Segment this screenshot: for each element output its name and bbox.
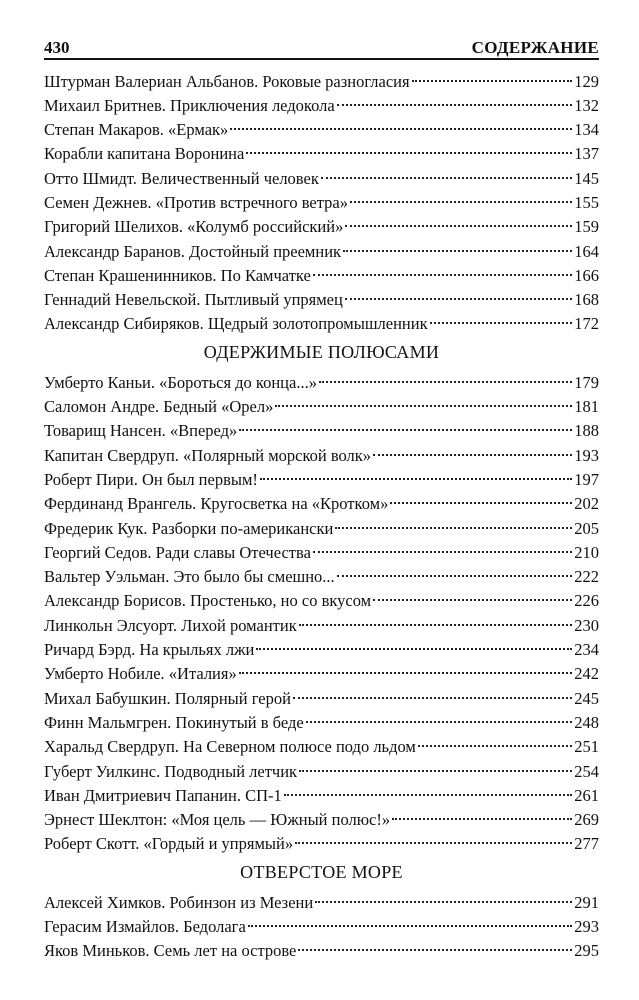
- entry-title: Степан Крашенинников. По Камчатке: [44, 265, 311, 285]
- entry-page-number: 145: [574, 168, 599, 188]
- entry-title: Роберт Пири. Он был первым!: [44, 469, 258, 489]
- entry-page-number: 269: [574, 810, 599, 830]
- entry-page-number: 205: [574, 518, 599, 538]
- running-title: СОДЕРЖАНИЕ: [471, 38, 599, 57]
- entry-title: Фредерик Кук. Разборки по-американски: [44, 518, 334, 538]
- entry-page-number: 251: [574, 737, 599, 757]
- entry-page-number: 159: [574, 217, 599, 237]
- entry-title: Александр Баранов. Достойный преемник: [44, 241, 342, 261]
- entry-page-number: 210: [574, 542, 599, 562]
- entry-page-number: 134: [574, 120, 599, 140]
- entry-title: Геннадий Невельской. Пытливый упрямец: [44, 290, 343, 310]
- entry-page-number: 181: [574, 397, 599, 417]
- entry-page-number: 245: [574, 688, 599, 708]
- dot-leader: [230, 112, 572, 131]
- entry-title: Товарищ Нансен. «Вперед»: [44, 421, 238, 441]
- dot-leader: [319, 364, 572, 383]
- entry-title: Умберто Нобиле. «Италия»: [44, 664, 237, 684]
- entry-title: Штурман Валериан Альбанов. Роковые разногласия: [44, 71, 410, 91]
- dot-leader: [246, 136, 572, 155]
- entry-title: Яков Миньков. Семь лет на острове: [44, 941, 297, 961]
- dot-leader: [392, 802, 572, 821]
- dot-leader: [260, 461, 572, 480]
- dot-leader: [412, 63, 573, 82]
- dot-leader: [275, 389, 572, 408]
- entry-page-number: 291: [574, 892, 599, 912]
- entry-title: Финн Мальмгрен. Покинутый в беде: [44, 712, 304, 732]
- entry-page-number: 168: [574, 290, 599, 310]
- entry-page-number: 197: [574, 469, 599, 489]
- entry-title: Корабли капитана Воронина: [44, 144, 245, 164]
- dot-leader: [248, 909, 572, 928]
- dot-leader: [343, 233, 572, 252]
- dot-leader: [256, 632, 572, 651]
- entry-page-number: 137: [574, 144, 599, 164]
- entry-page-number: 172: [574, 314, 599, 334]
- entry-page-number: 155: [574, 192, 599, 212]
- dot-leader: [337, 559, 573, 578]
- entry-page-number: 129: [574, 71, 599, 91]
- entry-title: Харальд Свердруп. На Северном полюсе подо льдом: [44, 737, 416, 757]
- dot-leader: [321, 160, 572, 179]
- toc-section: [44, 68, 599, 335]
- section-heading: ОТВЕРСТОЕ МОРЕ: [240, 862, 403, 883]
- entry-title: Герасим Измайлов. Бедолага: [44, 917, 246, 936]
- entry-title: Степан Макаров. «Ермак»: [44, 120, 229, 140]
- dot-leader: [239, 656, 573, 675]
- dot-leader: [418, 729, 572, 748]
- entry-title: Георгий Седов. Ради славы Отечества: [44, 542, 311, 562]
- running-header: [44, 32, 599, 60]
- toc-entry: [44, 831, 599, 855]
- entry-page-number: 254: [574, 761, 599, 781]
- dot-leader: [335, 510, 572, 529]
- entry-title: Михаил Бритнев. Приключения ледокола: [44, 95, 335, 115]
- entry-page-number: 202: [574, 494, 599, 514]
- entry-page-number: 261: [574, 785, 599, 805]
- entry-title: Умберто Каньи. «Бороться до конца...»: [44, 372, 317, 392]
- entry-title: Александр Сибиряков. Щедрый золотопромышленник: [44, 314, 428, 334]
- dot-leader: [284, 777, 573, 796]
- entry-title: Алексей Химков. Робинзон из Мезени: [44, 892, 314, 912]
- entry-title: Семен Дежнев. «Против встречного ветра»: [44, 192, 348, 212]
- entry-title: Ричард Бэрд. На крыльях лжи: [44, 640, 255, 660]
- entry-page-number: 164: [574, 241, 599, 261]
- dot-leader: [306, 704, 573, 723]
- dot-leader: [345, 282, 572, 301]
- table-of-contents: [44, 68, 599, 962]
- entry-page-number: 132: [574, 95, 599, 115]
- dot-leader: [239, 413, 572, 432]
- entry-page-number: 230: [574, 615, 599, 635]
- entry-title: Саломон Андре. Бедный «Орел»: [44, 397, 274, 417]
- entry-page-number: 179: [574, 372, 599, 392]
- dot-leader: [313, 534, 572, 553]
- dot-leader: [390, 486, 572, 505]
- dot-leader: [299, 753, 572, 772]
- toc-section: [44, 335, 599, 855]
- entry-title: Капитан Свердруп. «Полярный морской волк»: [44, 445, 372, 465]
- entry-page-number: 226: [574, 591, 599, 611]
- dot-leader: [313, 257, 572, 276]
- entry-page-number: 193: [574, 445, 599, 465]
- entry-title: Александр Борисов. Простенько, но со вкусом: [44, 591, 372, 611]
- dot-leader: [337, 87, 573, 106]
- dot-leader: [298, 933, 572, 952]
- section-heading: ОДЕРЖИМЫЕ ПОЛЮСАМИ: [203, 342, 440, 363]
- dot-leader: [430, 306, 573, 325]
- entry-page-number: 188: [574, 421, 599, 441]
- entry-page-number: 234: [574, 640, 599, 660]
- toc-entry: [44, 311, 599, 335]
- entry-page-number: 166: [574, 265, 599, 285]
- entry-title: Губерт Уилкинс. Подводный летчик: [44, 761, 298, 781]
- entry-page-number: 295: [574, 941, 599, 961]
- entry-page-number: 222: [574, 567, 599, 587]
- dot-leader: [315, 884, 572, 903]
- entry-title: Роберт Скотт. «Гордый и упрямый»: [44, 834, 294, 854]
- dot-leader: [293, 680, 572, 699]
- entry-title: Вальтер Уэльман. Это было бы смешно...: [44, 567, 335, 587]
- dot-leader: [373, 437, 572, 456]
- page-number: 430: [44, 38, 70, 57]
- entry-title: Отто Шмидт. Величественный человек: [44, 168, 319, 188]
- entry-title: Михал Бабушкин. Полярный герой: [44, 688, 291, 708]
- entry-page-number: 293: [574, 917, 599, 936]
- entry-page-number: 242: [574, 664, 599, 684]
- dot-leader: [350, 184, 572, 203]
- entry-title: Иван Дмитриевич Папанин. СП-1: [44, 785, 282, 805]
- entry-page-number: 248: [574, 712, 599, 732]
- entry-page-number: 277: [574, 834, 599, 854]
- toc-entry: [44, 938, 599, 962]
- entry-title: Линкольн Элсуорт. Лихой романтик: [44, 615, 297, 635]
- toc-section: [44, 855, 599, 962]
- dot-leader: [295, 826, 572, 845]
- entry-title: Эрнест Шеклтон: «Моя цель — Южный полюс!»: [44, 810, 391, 830]
- dot-leader: [299, 607, 573, 626]
- entry-title: Фердинанд Врангель. Кругосветка на «Кротком»: [44, 494, 389, 514]
- entry-title: Григорий Шелихов. «Колумб российский»: [44, 217, 344, 237]
- dot-leader: [373, 583, 572, 602]
- dot-leader: [345, 209, 572, 228]
